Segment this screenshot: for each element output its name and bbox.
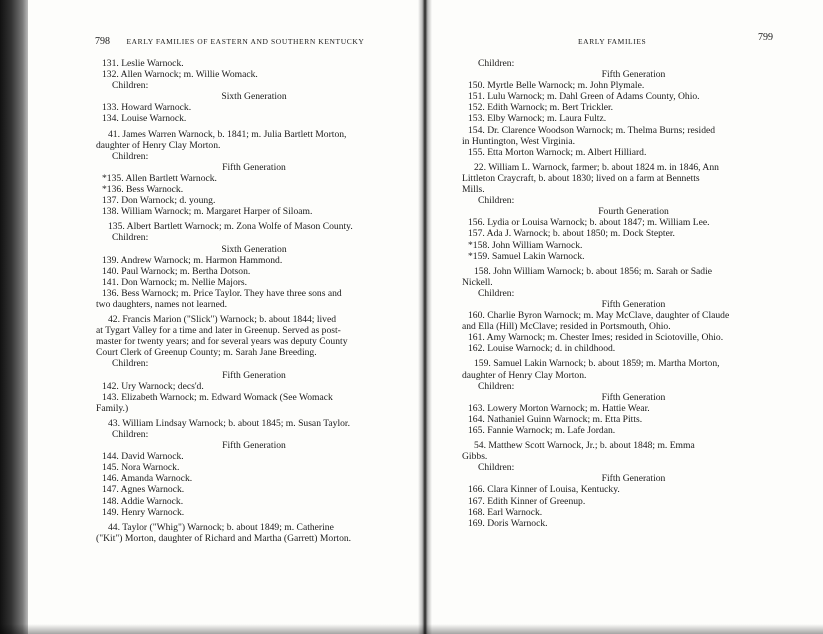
genealogy-entry: 146. Amanda Warnock. bbox=[102, 473, 193, 485]
entry-continuation: and Ella (Hill) McClave; resided in Portsmouth, Ohio. bbox=[462, 321, 671, 333]
genealogy-entry: 140. Paul Warnock; m. Bertha Dotson. bbox=[102, 265, 251, 277]
right-page-number: 799 bbox=[758, 32, 773, 43]
generation-heading: Fifth Generation bbox=[601, 473, 666, 485]
children-label: Children: bbox=[112, 358, 149, 370]
family-paragraph bbox=[96, 221, 412, 232]
entry-continuation: two daughters, names not learned. bbox=[96, 298, 228, 310]
paragraph-line: Mills. bbox=[462, 184, 485, 196]
left-page bbox=[28, 0, 418, 634]
book-gutter bbox=[418, 0, 432, 634]
family-paragraph bbox=[462, 266, 805, 288]
genealogy-entry: *136. Bess Warnock. bbox=[102, 184, 184, 196]
genealogy-entry: *135. Allen Bartlett Warnock. bbox=[102, 172, 217, 184]
bottom-shadow bbox=[0, 624, 823, 634]
paragraph-line: 44. Taylor ("Whig") Warnock; b. about 1849; m. Catherine bbox=[108, 521, 334, 533]
paragraph-line: 42. Francis Marion ("Slick") Warnock; b. about 1844; lived bbox=[108, 314, 337, 326]
children-label: Children: bbox=[112, 429, 149, 440]
genealogy-entry: 141. Don Warnock; m. Nellie Majors. bbox=[102, 276, 248, 288]
genealogy-entry: 145. Nora Warnock. bbox=[102, 462, 180, 474]
family-paragraph bbox=[462, 358, 805, 380]
genealogy-entry: 134. Louise Warnock. bbox=[102, 113, 187, 125]
genealogy-entry: 153. Elby Warnock; m. Laura Fultz. bbox=[468, 113, 607, 125]
genealogy-entry: 133. Howard Warnock. bbox=[102, 102, 192, 114]
genealogy-entry: 157. Ada J. Warnock; b. about 1850; m. Dock Stepter. bbox=[468, 228, 675, 240]
entry-continuation: in Huntington, West Virginia. bbox=[462, 135, 575, 147]
genealogy-entry: *158. John William Warnock. bbox=[468, 239, 583, 251]
generation-heading: Fifth Generation bbox=[222, 161, 286, 173]
genealogy-entry: 156. Lydia or Louisa Warnock; b. about 1847; m. William Lee. bbox=[468, 217, 710, 229]
genealogy-entry: 138. William Warnock; m. Margaret Harper of Siloam. bbox=[102, 206, 313, 218]
genealogy-entry: 164. Nathaniel Guinn Warnock; m. Etta Pitts. bbox=[468, 413, 643, 425]
family-paragraph bbox=[462, 162, 805, 195]
left-page-number: 798 bbox=[95, 36, 110, 47]
genealogy-entry: 143. Elizabeth Warnock; m. Edward Womack (See Womack bbox=[102, 391, 333, 403]
paragraph-line: 158. John William Warnock; b. about 1856; m. Sarah or Sadie bbox=[474, 265, 713, 277]
genealogy-entry: 169. Doris Warnock. bbox=[468, 517, 548, 529]
genealogy-entry: 148. Addie Warnock. bbox=[102, 495, 184, 507]
right-page bbox=[432, 0, 823, 634]
generation-heading: Sixth Generation bbox=[221, 91, 287, 103]
genealogy-entry: 147. Agnes Warnock. bbox=[102, 484, 185, 496]
genealogy-entry: 139. Andrew Warnock; m. Harmon Hammond. bbox=[102, 254, 283, 266]
family-paragraph bbox=[96, 418, 412, 429]
paragraph-line: master for twenty years; and for several years was deputy County bbox=[96, 336, 348, 348]
genealogy-entry: 136. Bess Warnock; m. Price Taylor. They have three sons and bbox=[102, 287, 342, 299]
genealogy-entry: 168. Earl Warnock. bbox=[468, 506, 543, 518]
genealogy-entry: 167. Edith Kinner of Greenup. bbox=[468, 495, 586, 507]
paragraph-line: ("Kit") Morton, daughter of Richard and Martha (Garrett) Morton. bbox=[96, 532, 352, 544]
children-label: Children: bbox=[478, 195, 515, 207]
genealogy-entry: 144. David Warnock. bbox=[102, 451, 184, 463]
paragraph-line: Court Clerk of Greenup County; m. Sarah Jane Breeding. bbox=[96, 347, 317, 359]
genealogy-entry: 131. Leslie Warnock. bbox=[102, 58, 184, 69]
children-label: Children: bbox=[112, 232, 149, 244]
paragraph-line: at Tygart Valley for a time and later in Greenup. Served as post- bbox=[96, 325, 341, 337]
genealogy-entry: 160. Charlie Byron Warnock; m. May McClave, daughter of Claude bbox=[468, 310, 730, 322]
left-page-header bbox=[95, 36, 415, 47]
generation-heading: Sixth Generation bbox=[221, 243, 287, 255]
genealogy-entry: 162. Louise Warnock; d. in childhood. bbox=[468, 343, 616, 355]
genealogy-entry: 163. Lowery Morton Warnock; m. Hattie Wear. bbox=[468, 402, 650, 414]
generation-heading: Fourth Generation bbox=[598, 206, 669, 218]
paragraph-line: 41. James Warren Warnock, b. 1841; m. Julia Bartlett Morton, bbox=[108, 128, 347, 140]
children-label: Children: bbox=[478, 287, 515, 299]
genealogy-entry: 132. Allen Warnock; m. Willie Womack. bbox=[102, 69, 258, 81]
paragraph-line: 54. Matthew Scott Warnock, Jr.; b. about 1848; m. Emma bbox=[474, 440, 695, 452]
paragraph-line: daughter of Henry Clay Morton. bbox=[96, 139, 221, 151]
genealogy-entry: 152. Edith Warnock; m. Bert Trickler. bbox=[468, 102, 614, 114]
family-paragraph bbox=[96, 522, 412, 544]
right-running-head: EARLY FAMILIES bbox=[578, 37, 647, 46]
genealogy-entry: 142. Ury Warnock; decs'd. bbox=[102, 380, 204, 392]
left-running-head: EARLY FAMILIES OF EASTERN AND SOUTHERN KENTUCKY bbox=[126, 37, 365, 46]
generation-heading: Fifth Generation bbox=[601, 69, 666, 81]
left-book-edge bbox=[0, 0, 28, 634]
genealogy-entry: 166. Clara Kinner of Louisa, Kentucky. bbox=[468, 484, 620, 496]
children-label: Children: bbox=[478, 462, 515, 474]
family-paragraph bbox=[462, 440, 805, 462]
generation-heading: Fifth Generation bbox=[601, 298, 666, 310]
paragraph-line: 43. William Lindsay Warnock; b. about 1845; m. Susan Taylor. bbox=[108, 417, 350, 429]
paragraph-line: 22. William L. Warnock, farmer; b. about 1824 m. in 1846, Ann bbox=[474, 161, 719, 173]
children-label: Children: bbox=[112, 150, 149, 162]
family-paragraph bbox=[96, 314, 412, 358]
paragraph-line: Littleton Craycraft, b. about 1830; lived on a farm at Bennetts bbox=[462, 172, 700, 184]
children-label: Children: bbox=[478, 58, 515, 69]
generation-heading: Fifth Generation bbox=[601, 391, 666, 403]
genealogy-entry: 154. Dr. Clarence Woodson Warnock; m. Thelma Burns; resided bbox=[468, 124, 716, 136]
entry-continuation: Family.) bbox=[96, 402, 129, 414]
genealogy-entry: 165. Fannie Warnock; m. Lafe Jordan. bbox=[468, 425, 616, 436]
paragraph-line: Gibbs. bbox=[462, 451, 488, 463]
genealogy-entry: 155. Etta Morton Warnock; m. Albert Hilliard. bbox=[468, 146, 647, 158]
generation-heading: Fifth Generation bbox=[222, 440, 286, 452]
genealogy-entry: 151. Lulu Warnock; m. Dahl Green of Adams County, Ohio. bbox=[468, 91, 700, 103]
children-label: Children: bbox=[478, 380, 515, 392]
paragraph-line: 135. Albert Bartlett Warnock; m. Zona Wolfe of Mason County. bbox=[108, 221, 353, 233]
paragraph-line: 159. Samuel Lakin Warnock; b. about 1859; m. Martha Morton, bbox=[474, 358, 720, 370]
genealogy-entry: *159. Samuel Lakin Warnock. bbox=[468, 250, 585, 262]
genealogy-entry: 161. Amy Warnock; m. Chester Imes; resided in Sciotoville, Ohio. bbox=[468, 332, 724, 344]
genealogy-entry: 137. Don Warnock; d. young. bbox=[102, 195, 216, 207]
paragraph-line: Nickell. bbox=[462, 276, 493, 288]
right-page-body bbox=[462, 58, 805, 529]
genealogy-entry: 150. Myrtle Belle Warnock; m. John Plymale. bbox=[468, 80, 645, 92]
generation-heading: Fifth Generation bbox=[222, 369, 286, 381]
children-label: Children: bbox=[112, 80, 149, 92]
left-page-body bbox=[96, 58, 412, 544]
family-paragraph bbox=[96, 129, 412, 151]
genealogy-entry: 149. Henry Warnock. bbox=[102, 506, 185, 518]
paragraph-line: daughter of Henry Clay Morton. bbox=[462, 369, 587, 381]
